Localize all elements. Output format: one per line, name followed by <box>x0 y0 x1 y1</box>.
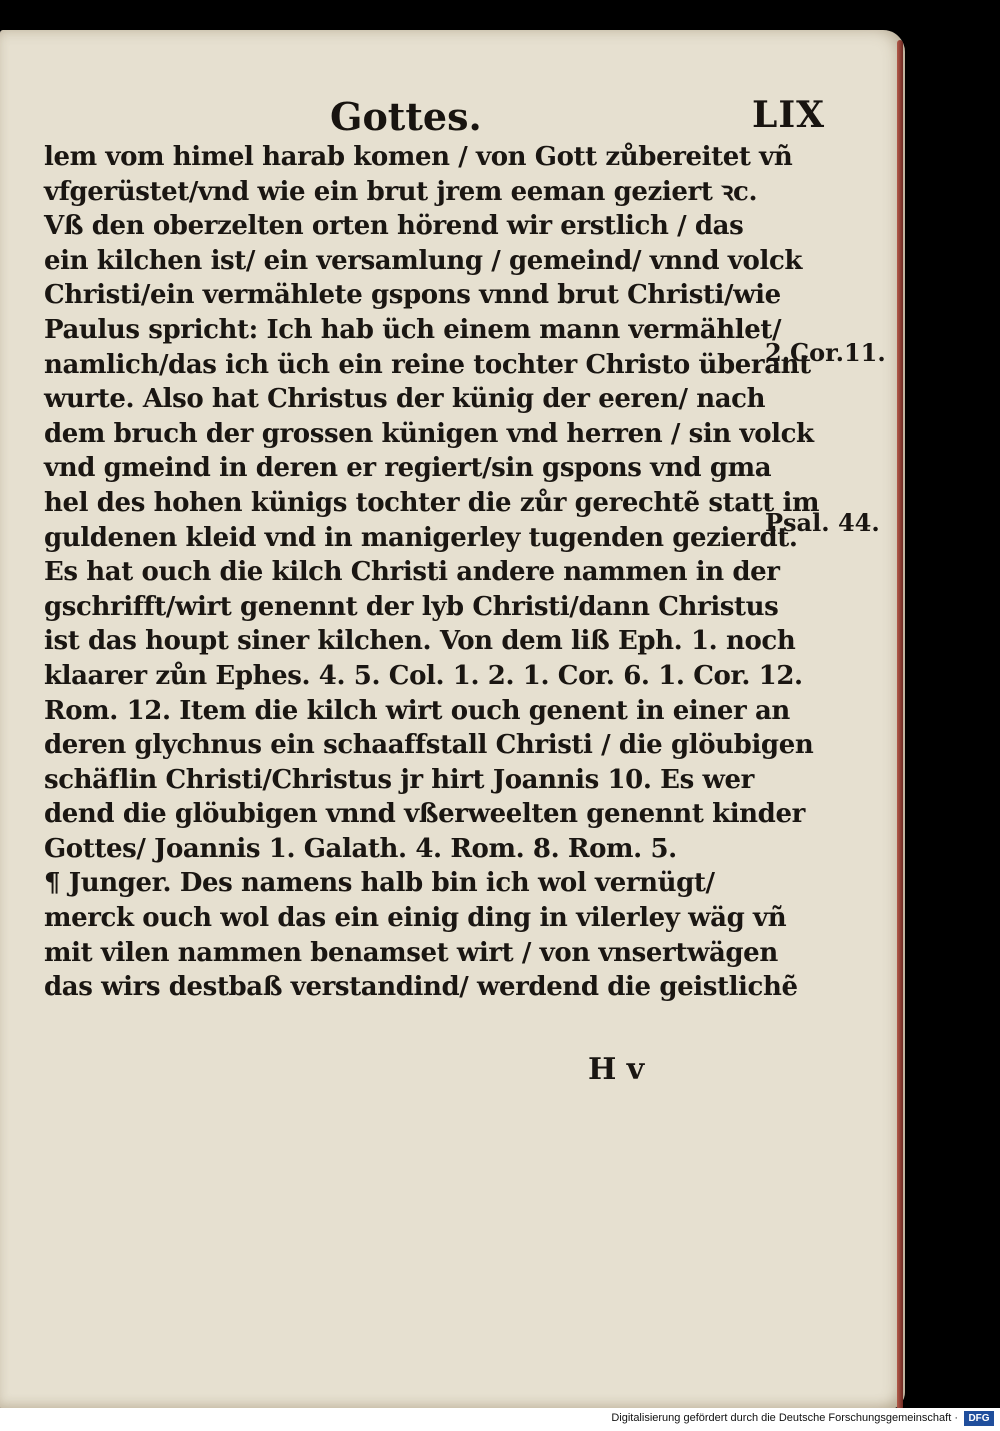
text-line: ist das houpt siner kilchen. Von dem liß Eph. 1. noch <box>44 626 796 657</box>
text-line: deren glychnus ein schaaffstall Christi / die glöubigen <box>44 730 814 761</box>
text-line: dem bruch der grossen künigen vnd herren / sin volck <box>44 418 814 449</box>
text-line: gschrifft/wirt genennt der lyb Christi/dann Christus <box>44 591 779 622</box>
text-line: klaarer zůn Ephes. 4. 5. Col. 1. 2. 1. Cor. 6. 1. Cor. 12. <box>44 660 803 691</box>
text-line: vnd gmeind in deren er regiert/sin gspons vnd gma <box>44 453 772 484</box>
text-line: Gottes/ Joannis 1. Galath. 4. Rom. 8. Rom. 5. <box>44 833 677 864</box>
text-line: hel des hohen künigs tochter die zůr gerechtẽ statt im <box>44 487 820 518</box>
text-line: Es hat ouch die kilch Christi andere nammen in der <box>44 557 780 588</box>
text-line: Paulus spricht: Ich hab üch einem mann vermählet/ <box>44 314 782 345</box>
text-line: namlich/das ich üch ein reine tochter Christo überant <box>44 349 811 380</box>
dfg-logo: DFG <box>964 1411 994 1426</box>
running-title: Gottes. <box>330 94 482 139</box>
text-line: merck ouch wol das ein einig ding in vilerley wäg vñ <box>44 903 787 934</box>
body-text <box>44 140 820 1005</box>
page-edge <box>897 40 903 1410</box>
text-line: wurte. Also hat Christus der künig der eeren/ nach <box>44 384 766 415</box>
digitization-footer <box>0 1408 1000 1431</box>
text-line: Vß den oberzelten orten hörend wir erstlich / das <box>44 211 744 242</box>
footer-credit: Digitalisierung gefördert durch die Deutsche Forschungsgemeinschaft · <box>611 1412 958 1424</box>
text-line: ein kilchen ist/ ein versamlung / gemeind/ vnnd volck <box>44 245 803 276</box>
text-line: dend die glöubigen vnnd vßerweelten genennt kinder <box>44 799 805 830</box>
text-line: Rom. 12. Item die kilch wirt ouch genent in einer an <box>44 695 790 726</box>
signature-mark: H v <box>588 1052 645 1087</box>
text-line: mit vilen nammen benamset wirt / von vnsertwägen <box>44 937 778 968</box>
text-line: guldenen kleid vnd in manigerley tugenden gezierdt. <box>44 522 798 553</box>
folio-number: LIX <box>752 94 826 136</box>
margin-note-cor: 2.Cor.11. <box>765 338 886 367</box>
text-line: vfgerüstet/vnd wie ein brut jrem eeman geziert ꝛc. <box>44 176 758 207</box>
margin-note-psal: Psal. 44. <box>765 508 880 537</box>
text-line: lem vom himel harab komen / von Gott zůbereitet vñ <box>44 142 793 172</box>
text-line: Christi/ein vermählete gspons vnnd brut Christi/wie <box>44 280 781 311</box>
text-line: ¶ Junger. Des namens halb bin ich wol vernügt/ <box>44 868 715 899</box>
text-line: schäflin Christi/Christus jr hirt Joannis 10. Es wer <box>44 764 754 795</box>
page-header <box>0 82 905 142</box>
text-line: das wirs destbaß verstandind/ werdend die geistlichẽ <box>44 972 798 1003</box>
